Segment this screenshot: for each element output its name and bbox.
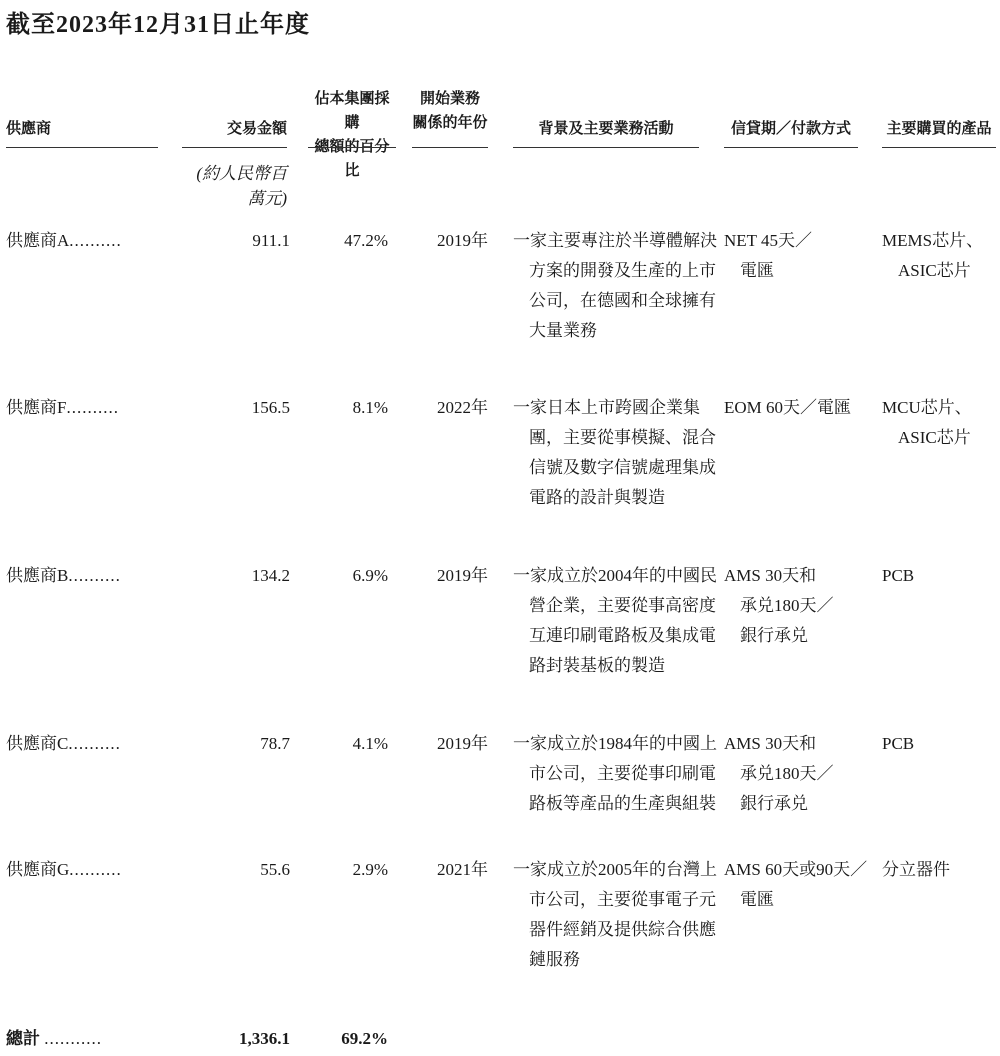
- credit-terms-line: 承兑180天／: [740, 764, 834, 783]
- relationship-start-year: 2019年: [437, 566, 488, 585]
- credit-terms-line: AMS 30天和: [724, 734, 817, 753]
- transaction-amount: 78.7: [260, 734, 290, 753]
- relationship-start-year: 2019年: [437, 231, 488, 250]
- background-line: 方案的開發及生產的上市: [529, 261, 716, 280]
- total-leader-dots: ...........: [44, 1029, 102, 1048]
- relationship-start-year: 2019年: [437, 734, 488, 753]
- header-products: 主要購買的產品: [886, 121, 992, 137]
- supplier-name-cell: [6, 729, 121, 759]
- total-percentage: 69.2%: [341, 1029, 388, 1048]
- background-description: [513, 561, 717, 681]
- background-line: 大量業務: [529, 321, 597, 340]
- background-line: 一家日本上市跨國企業集: [513, 398, 700, 417]
- supplier-name-cell: [6, 226, 122, 256]
- background-line: 電路的設計與製造: [529, 488, 665, 507]
- background-line: 路封裝基板的製造: [529, 656, 665, 675]
- background-line: 團，主要從事模擬、混合: [529, 428, 716, 447]
- header-relationship-year: [412, 87, 488, 135]
- credit-terms-line: 承兑180天／: [740, 596, 834, 615]
- background-line: 一家成立於1984年的中國上: [513, 734, 717, 753]
- background-line: 鏈服務: [529, 950, 580, 969]
- credit-terms-line: AMS 60天或90天／: [724, 860, 868, 879]
- transaction-amount: 134.2: [251, 566, 290, 585]
- amount-unit-note: (約人民幣百萬元): [196, 164, 287, 208]
- purchased-products: [882, 393, 972, 453]
- purchased-products: [882, 855, 950, 885]
- credit-terms-line: EOM 60天／電匯: [724, 398, 852, 417]
- leader-dots: ..........: [68, 566, 121, 585]
- header-underline: [308, 147, 396, 148]
- header-percentage-line1: 佔本集團採購: [314, 91, 390, 131]
- supplier-name: 供應商G: [6, 860, 70, 879]
- background-line: 互連印刷電路板及集成電: [529, 626, 716, 645]
- purchase-percentage: 47.2%: [344, 231, 388, 250]
- supplier-name-cell: [6, 561, 121, 591]
- background-line: 一家成立於2005年的台灣上: [513, 860, 717, 879]
- supplier-name: 供應商C: [6, 734, 69, 753]
- supplier-name: 供應商B: [6, 566, 69, 585]
- background-line: 信號及數字信號處理集成: [529, 458, 716, 477]
- product-line: 分立器件: [882, 860, 950, 879]
- background-line: 一家成立於2004年的中國民: [513, 566, 717, 585]
- credit-terms: [724, 729, 834, 819]
- header-amount: 交易金額: [226, 121, 287, 137]
- header-underline: [182, 147, 287, 148]
- product-line: PCB: [882, 734, 915, 753]
- purchased-products: [882, 561, 914, 591]
- credit-terms-line: 銀行承兑: [740, 794, 808, 813]
- total-amount: 1,336.1: [239, 1029, 290, 1048]
- relationship-start-year: 2021年: [437, 860, 488, 879]
- product-line: MEMS芯片、: [882, 231, 984, 250]
- credit-terms-line: 銀行承兑: [740, 626, 808, 645]
- leader-dots: ..........: [69, 860, 122, 879]
- header-underline: [513, 147, 699, 148]
- background-line: 一家主要專注於半導體解決: [513, 231, 717, 250]
- relationship-start-year: 2022年: [437, 398, 488, 417]
- header-underline: [724, 147, 858, 148]
- header-percentage: [308, 87, 396, 183]
- credit-terms-line: 電匯: [740, 890, 774, 909]
- header-underline: [882, 147, 996, 148]
- background-line: 營企業，主要從事高密度: [529, 596, 716, 615]
- background-line: 市公司，主要從事電子元: [529, 890, 716, 909]
- leader-dots: ..........: [68, 734, 121, 753]
- header-percentage-line2: 總額的百分比: [314, 139, 390, 179]
- supplier-name: 供應商A: [6, 231, 70, 250]
- purchased-products: [882, 729, 914, 759]
- supplier-name-cell: [6, 393, 119, 423]
- header-supplier: 供應商: [6, 121, 52, 137]
- background-line: 器件經銷及提供綜合供應: [529, 920, 716, 939]
- leader-dots: ..........: [69, 231, 122, 250]
- credit-terms: [724, 855, 867, 915]
- leader-dots: ..........: [66, 398, 119, 417]
- credit-terms-line: AMS 30天和: [724, 566, 817, 585]
- page-title: 截至2023年12月31日止年度: [6, 12, 310, 38]
- product-line: PCB: [882, 566, 915, 585]
- purchased-products: [882, 226, 983, 286]
- purchase-percentage: 4.1%: [352, 734, 388, 753]
- background-line: 公司，在德國和全球擁有: [529, 291, 716, 310]
- purchase-percentage: 2.9%: [352, 860, 388, 879]
- total-row-label: [6, 1024, 102, 1054]
- background-line: 路板等產品的生產與組裝: [529, 794, 716, 813]
- credit-terms-line: NET 45天／: [724, 231, 812, 250]
- header-relationship-year-line1: 開始業務: [419, 91, 480, 107]
- background-line: 市公司，主要從事印刷電: [529, 764, 716, 783]
- header-relationship-year-line2: 關係的年份: [412, 115, 488, 131]
- product-line: ASIC芯片: [898, 428, 971, 447]
- header-underline: [412, 147, 488, 148]
- supplier-name: 供應商F: [6, 398, 67, 417]
- total-label: 總計: [6, 1029, 40, 1048]
- purchase-percentage: 8.1%: [352, 398, 388, 417]
- credit-terms: [724, 393, 851, 423]
- header-background: 背景及主要業務活動: [538, 121, 674, 137]
- transaction-amount: 156.5: [251, 398, 290, 417]
- credit-terms-line: 電匯: [740, 261, 774, 280]
- purchase-percentage: 6.9%: [352, 566, 388, 585]
- credit-terms: [724, 561, 834, 651]
- product-line: ASIC芯片: [898, 261, 971, 280]
- supplier-name-cell: [6, 855, 122, 885]
- background-description: [513, 393, 716, 513]
- background-description: [513, 855, 717, 975]
- header-credit-terms: 信貸期／付款方式: [730, 121, 851, 137]
- transaction-amount: 911.1: [252, 231, 290, 250]
- background-description: [513, 226, 717, 346]
- transaction-amount: 55.6: [260, 860, 290, 879]
- background-description: [513, 729, 717, 819]
- credit-terms: [724, 226, 812, 286]
- product-line: MCU芯片、: [882, 398, 972, 417]
- header-underline: [6, 147, 158, 148]
